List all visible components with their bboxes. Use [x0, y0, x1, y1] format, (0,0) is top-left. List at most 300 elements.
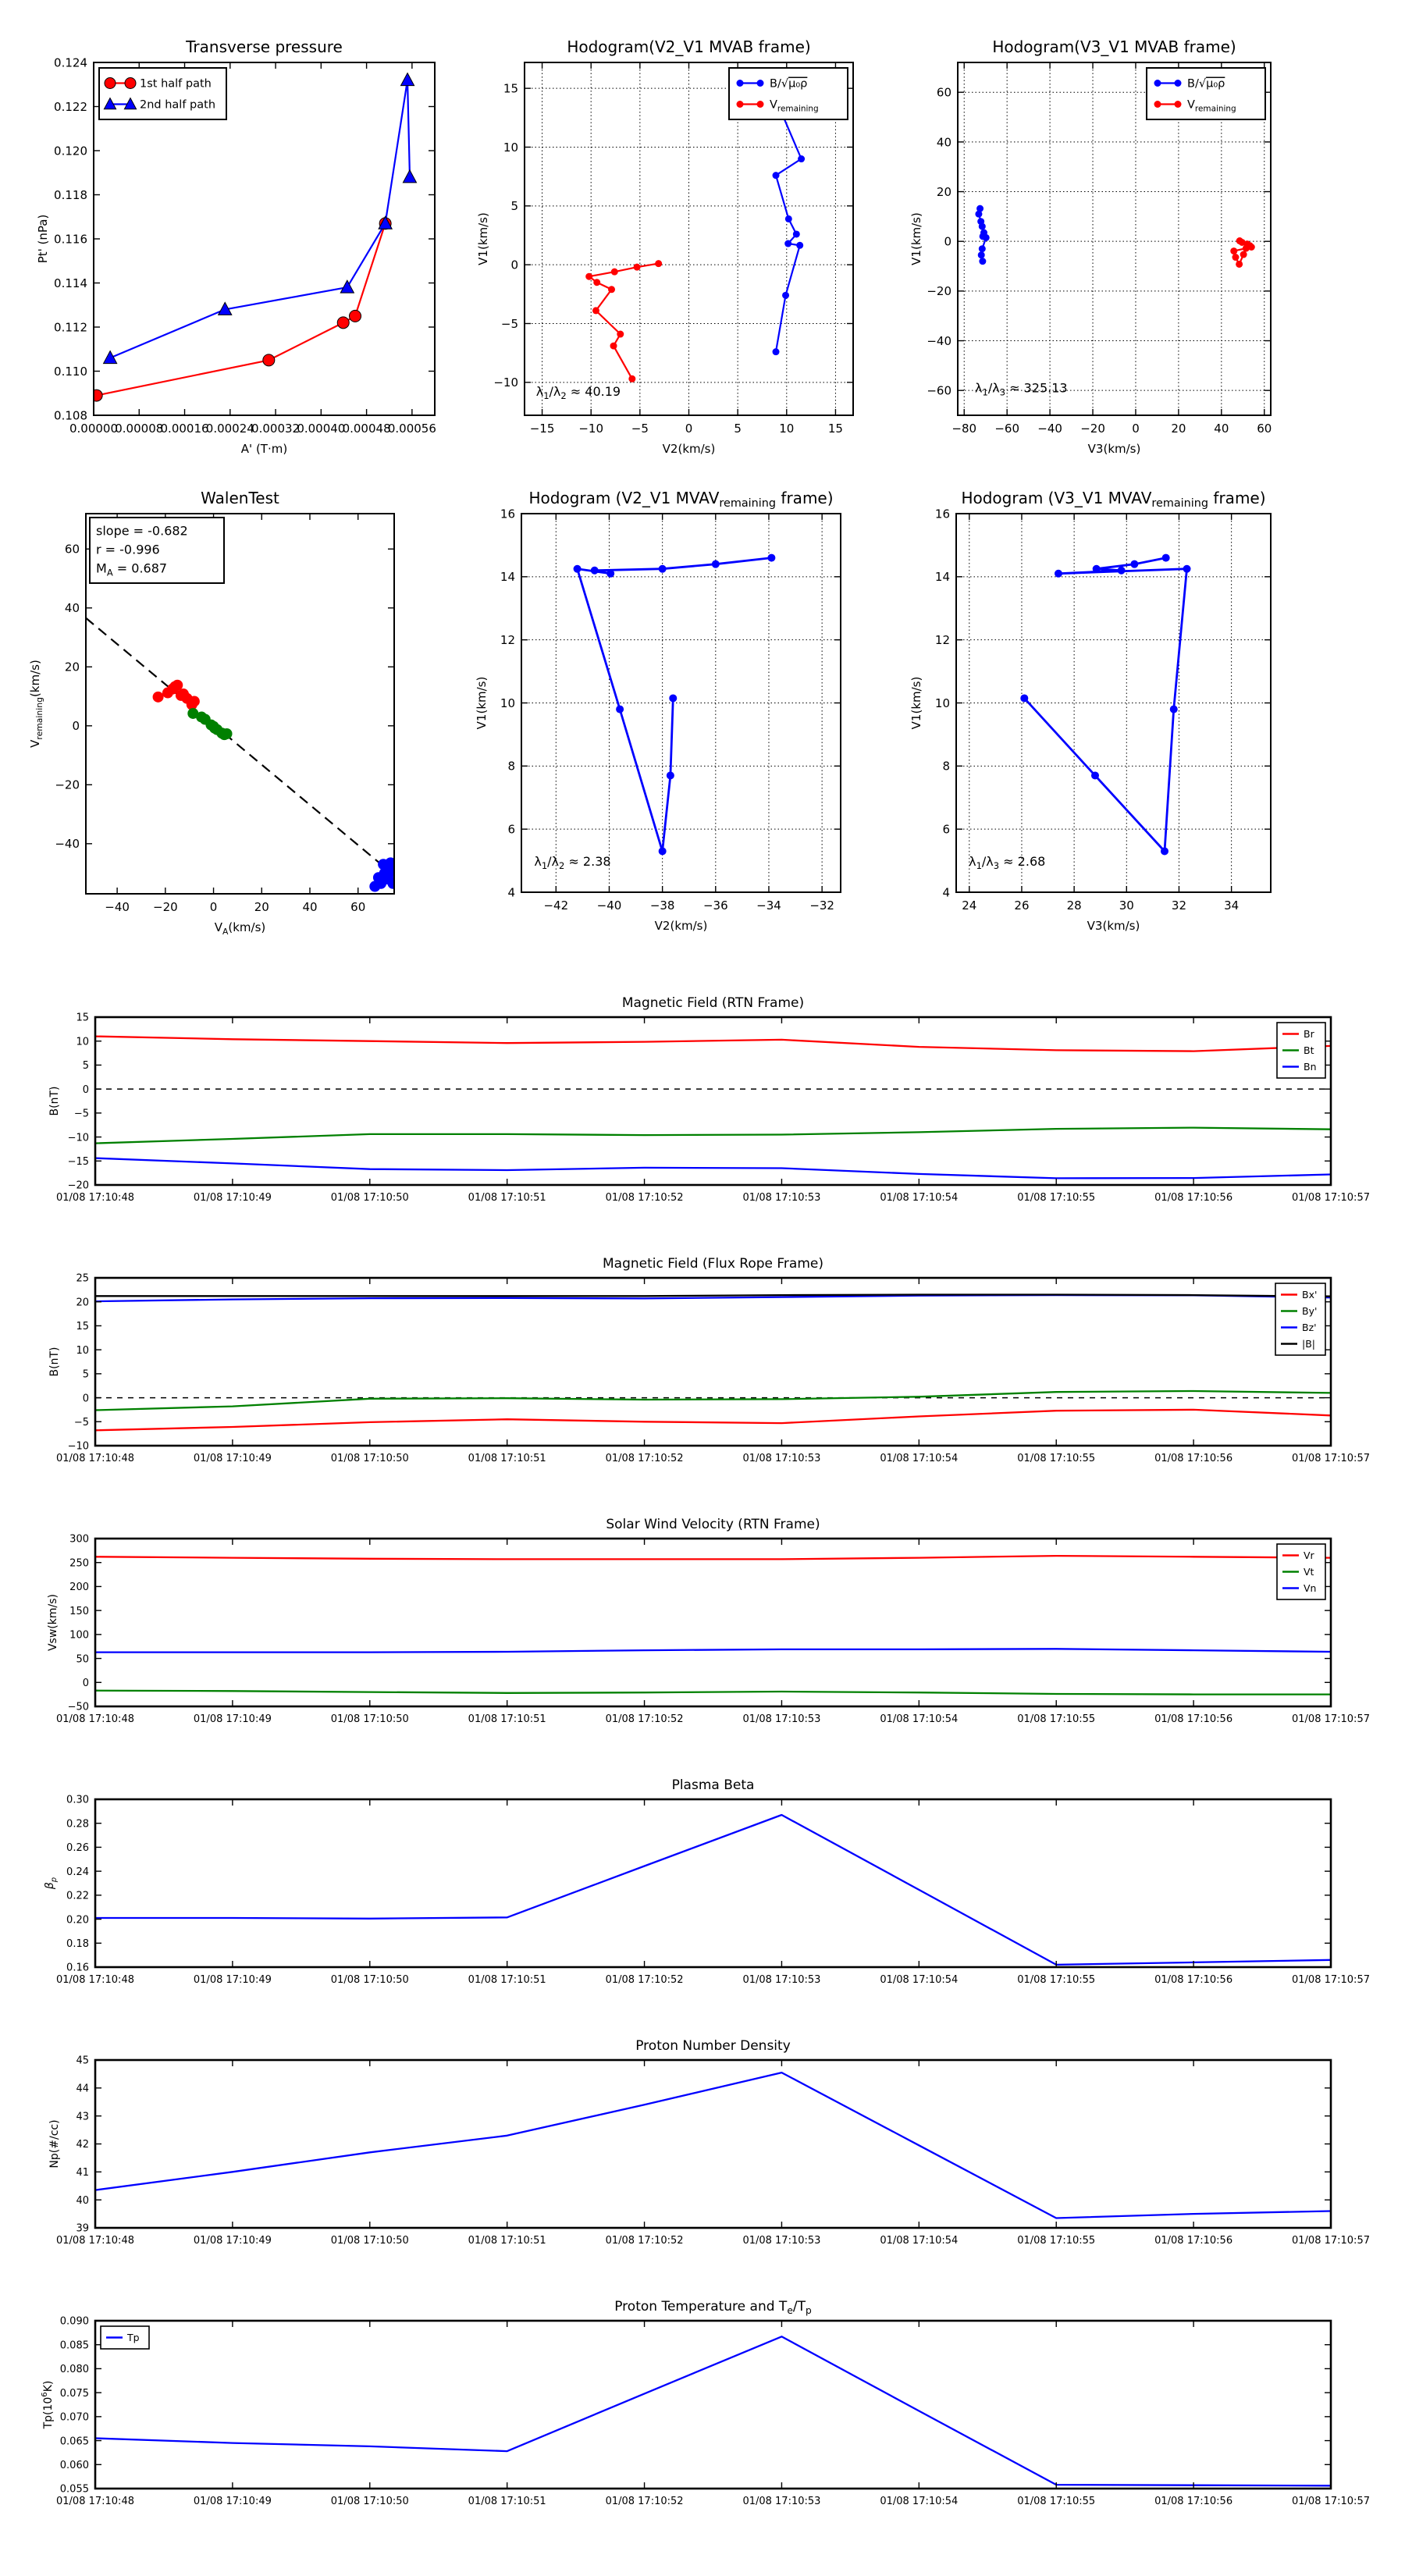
triangle-marker: [104, 351, 117, 364]
x-axis-label: A' (T·m): [240, 442, 288, 456]
circle-marker: [172, 680, 183, 691]
panel-title: Hodogram(V3_V1 MVAB frame): [992, 37, 1236, 56]
series-vn: [95, 1649, 1331, 1652]
series-bx-prime: [95, 1410, 1331, 1430]
y-tick-label: 50: [76, 1653, 89, 1666]
series-by-prime: [95, 1391, 1331, 1411]
panel-hodogram-v2v1-mvav: [475, 489, 841, 933]
circle-marker: [386, 866, 397, 877]
legend: [1275, 1283, 1325, 1355]
x-tick-label: 01/08 17:10:48: [56, 1713, 134, 1725]
x-tick-label: 01/08 17:10:52: [605, 1192, 684, 1204]
dot-marker: [616, 706, 624, 713]
dot-marker: [1154, 101, 1161, 108]
y-tick-label: 25: [76, 1272, 89, 1285]
x-tick-label: 0.00016: [160, 422, 209, 436]
x-tick-label: 01/08 17:10:57: [1292, 1974, 1370, 1986]
y-tick-label: 5: [510, 199, 518, 214]
dot-marker: [1170, 706, 1178, 713]
y-axis-label: $V_{remaining}(km/s)$: [28, 660, 44, 748]
dot-marker: [606, 570, 614, 578]
series-beta-p: [95, 1815, 1331, 1965]
panel-hodogram-v3v1-mvav: [909, 489, 1271, 933]
y-tick-label: 150: [69, 1605, 89, 1617]
y-tick-label: 4: [942, 885, 950, 900]
dot-marker: [655, 260, 662, 267]
dot-marker: [737, 101, 744, 108]
x-tick-label: 01/08 17:10:50: [330, 1713, 409, 1725]
dot-marker: [1236, 261, 1243, 268]
dot-marker: [1162, 554, 1170, 562]
x-tick-label: 01/08 17:10:52: [605, 2235, 684, 2247]
series-layer: [574, 554, 776, 856]
x-tick-label: 01/08 17:10:56: [1154, 1713, 1233, 1725]
x-tick-label: 01/08 17:10:50: [330, 1453, 409, 1464]
dot-marker: [1175, 80, 1182, 87]
dot-marker: [593, 279, 600, 286]
x-tick-label: 01/08 17:10:54: [880, 2235, 959, 2247]
y-tick-label: 0.108: [54, 408, 87, 423]
y-tick-label: 15: [503, 81, 518, 96]
panel-title: Transverse pressure: [186, 37, 343, 56]
x-tick-label: 01/08 17:10:57: [1292, 2235, 1370, 2247]
panel-magnetic-field-flux-rope: [48, 1256, 1370, 1464]
x-tick-label: 01/08 17:10:52: [605, 2496, 684, 2507]
x-tick-label: 40: [1214, 422, 1229, 436]
y-tick-label: 60: [936, 85, 951, 100]
y-tick-label: 16: [500, 507, 515, 521]
dot-marker: [1175, 101, 1182, 108]
dot-marker: [757, 101, 764, 108]
dot-marker: [1183, 565, 1191, 573]
series-tp: [95, 2336, 1331, 2485]
y-tick-label: 40: [936, 135, 951, 150]
series-vr: [95, 1556, 1331, 1559]
x-tick-label: 40: [302, 900, 318, 914]
x-tick-label: 01/08 17:10:56: [1154, 1453, 1233, 1464]
x-tick-label: −40: [596, 898, 622, 913]
series-layer: [95, 2336, 1331, 2485]
circle-marker: [105, 78, 116, 89]
dot-marker: [712, 560, 720, 568]
dot-marker: [1232, 254, 1239, 261]
y-tick-label: 0: [72, 719, 80, 734]
x-tick-label: 01/08 17:10:49: [193, 2496, 272, 2507]
y-axis-label: $Tp(10^6K)$: [41, 2380, 55, 2429]
circle-marker: [189, 696, 200, 706]
y-tick-label: 43: [76, 2111, 89, 2123]
x-tick-label: 01/08 17:10:51: [468, 2235, 546, 2247]
markers-b-alfven: [975, 205, 989, 265]
y-axis-label: V1(km/s): [909, 212, 923, 265]
triangle-marker: [403, 170, 416, 183]
legend-label-vn: Vn: [1304, 1582, 1317, 1594]
y-tick-label: 8: [942, 759, 950, 774]
panel-transverse-pressure: [36, 37, 436, 456]
panel-title: Plasma Beta: [671, 1777, 755, 1793]
y-tick-label: 200: [69, 1582, 89, 1594]
x-tick-label: 01/08 17:10:55: [1017, 1974, 1096, 1986]
panel-plasma-beta: [44, 1777, 1370, 1986]
panel-title: Magnetic Field (RTN Frame): [621, 995, 805, 1011]
dot-marker: [757, 80, 764, 87]
y-tick-label: 0.26: [66, 1842, 89, 1855]
panel-title: Solar Wind Velocity (RTN Frame): [606, 1517, 820, 1532]
y-tick-label: −10: [67, 1132, 89, 1144]
dot-marker: [785, 215, 792, 222]
y-tick-label: −15: [67, 1155, 89, 1168]
x-tick-label: 01/08 17:10:56: [1154, 1192, 1233, 1204]
x-tick-label: 01/08 17:10:53: [742, 2235, 821, 2247]
series-br: [95, 1037, 1331, 1051]
y-tick-label: 0: [510, 258, 518, 272]
dot-marker: [1240, 251, 1247, 258]
legend-label-bx-prime: Bx': [1302, 1289, 1318, 1300]
series-bn: [95, 1158, 1331, 1179]
dot-marker: [773, 348, 780, 355]
y-axis-label: Pt' (nPa): [36, 214, 50, 264]
y-tick-label: 12: [500, 633, 515, 648]
legend-label-tp: Tp: [127, 2332, 140, 2343]
lambda-annotation: $\lambda_1/\lambda_3 \approx 2.68$: [969, 854, 1046, 872]
circle-marker: [153, 692, 164, 703]
y-tick-label: 5: [82, 1368, 89, 1381]
y-tick-label: −40: [927, 333, 951, 348]
dot-marker: [1161, 847, 1168, 855]
dot-marker: [667, 771, 674, 779]
y-tick-label: 0.112: [54, 320, 87, 335]
y-tick-label: −50: [67, 1701, 89, 1713]
x-tick-label: 0: [685, 422, 693, 436]
x-tick-label: 01/08 17:10:57: [1292, 1192, 1370, 1204]
y-tick-label: 4: [507, 885, 515, 900]
x-tick-label: 01/08 17:10:51: [468, 2496, 546, 2507]
legend: [101, 2326, 149, 2349]
dot-marker: [1154, 80, 1161, 87]
y-tick-label: 10: [934, 696, 950, 710]
x-tick-label: 60: [350, 900, 366, 914]
plot-frame: [95, 2321, 1331, 2489]
dot-marker: [611, 269, 618, 276]
legend: [1277, 1544, 1325, 1599]
x-tick-label: 01/08 17:10:49: [193, 2235, 272, 2247]
series-layer: [86, 618, 398, 892]
y-tick-label: 0: [82, 1083, 89, 1096]
y-axis-label: V1(km/s): [476, 212, 490, 265]
y-tick-label: 0.080: [59, 2364, 89, 2376]
y-tick-label: 6: [942, 822, 950, 837]
dot-marker: [979, 258, 986, 265]
y-tick-label: 41: [76, 2167, 89, 2179]
markers-v-mvav: [1020, 554, 1190, 856]
x-tick-label: 5: [734, 422, 742, 436]
y-tick-label: 20: [76, 1297, 89, 1309]
panel-solar-wind-velocity-rtn: [47, 1517, 1370, 1725]
y-tick-label: 15: [76, 1012, 89, 1024]
x-tick-label: 01/08 17:10:49: [193, 1713, 272, 1725]
panel-proton-temperature: [41, 2299, 1370, 2507]
x-tick-label: 0.00008: [115, 422, 164, 436]
x-tick-label: 15: [827, 422, 843, 436]
series-layer: [1020, 554, 1190, 856]
dot-marker: [767, 554, 775, 562]
y-tick-label: 14: [500, 570, 515, 585]
legend-label-v-remaining: $V_{remaining}$: [770, 98, 819, 114]
y-tick-label: 10: [500, 696, 515, 710]
legend-label-b-alfven: B/√μ₀ρ: [1187, 77, 1225, 91]
y-tick-label: 0.110: [54, 364, 87, 379]
stats-line: r = -0.996: [96, 542, 160, 557]
legend-label-b-alfven: B/√μ₀ρ: [770, 77, 808, 91]
x-tick-label: 01/08 17:10:49: [193, 1192, 272, 1204]
x-tick-label: 0.00048: [342, 422, 391, 436]
y-tick-label: 16: [934, 507, 950, 521]
dot-marker: [1020, 694, 1028, 702]
x-tick-label: −20: [1080, 422, 1105, 436]
legend-label-bz-prime: Bz': [1302, 1322, 1317, 1333]
dot-marker: [659, 847, 667, 855]
x-tick-label: 01/08 17:10:55: [1017, 1713, 1096, 1725]
y-tick-label: −10: [67, 1440, 89, 1453]
y-tick-label: 15: [76, 1321, 89, 1333]
dot-marker: [979, 223, 986, 230]
panel-title: Hodogram (V2_V1 $MVAV_{remaining}$ frame): [528, 489, 834, 510]
x-tick-label: 0.00000: [69, 422, 119, 436]
dot-marker: [634, 264, 641, 271]
y-tick-label: −20: [927, 284, 951, 299]
x-tick-label: 01/08 17:10:48: [56, 2235, 134, 2247]
y-tick-label: 0.065: [59, 2435, 89, 2448]
x-tick-label: 01/08 17:10:57: [1292, 1713, 1370, 1725]
y-tick-label: 0.055: [59, 2483, 89, 2496]
x-tick-label: −32: [809, 898, 834, 913]
panel-title: WalenTest: [201, 489, 279, 507]
dot-marker: [983, 234, 990, 241]
dot-marker: [659, 565, 667, 573]
panel-title: Hodogram(V2_V1 MVAB frame): [567, 37, 811, 56]
dot-marker: [796, 242, 803, 249]
legend-label-vt: Vt: [1304, 1566, 1314, 1578]
x-tick-label: 01/08 17:10:50: [330, 2235, 409, 2247]
dot-marker: [798, 155, 805, 162]
y-tick-label: 0.28: [66, 1818, 89, 1831]
x-tick-label: 0.00056: [387, 422, 436, 436]
y-tick-label: 0.090: [59, 2315, 89, 2328]
dot-marker: [773, 172, 780, 179]
legend-box: [99, 68, 226, 119]
y-tick-label: 6: [507, 822, 515, 837]
x-tick-label: 30: [1119, 898, 1134, 913]
y-tick-label: 20: [936, 184, 951, 199]
x-tick-label: 28: [1066, 898, 1082, 913]
plot-frame: [95, 1539, 1331, 1706]
y-tick-label: 250: [69, 1557, 89, 1570]
dot-marker: [1093, 565, 1101, 573]
dot-marker: [1230, 247, 1237, 254]
x-tick-label: 01/08 17:10:57: [1292, 2496, 1370, 2507]
legend: [1277, 1023, 1325, 1078]
circle-marker: [91, 390, 102, 401]
dot-marker: [782, 292, 789, 299]
x-tick-label: 01/08 17:10:49: [193, 1453, 272, 1464]
y-tick-label: 0: [82, 1677, 89, 1689]
triangle-marker: [340, 280, 354, 293]
y-tick-label: 20: [64, 660, 80, 674]
dot-marker: [574, 565, 582, 573]
x-tick-label: 01/08 17:10:52: [605, 1974, 684, 1986]
panel-title: Magnetic Field (Flux Rope Frame): [603, 1256, 823, 1272]
x-tick-label: 01/08 17:10:57: [1292, 1453, 1370, 1464]
y-tick-label: −5: [73, 1108, 89, 1120]
series-layer: [95, 2073, 1331, 2218]
panel-hodogram-v3v1-mvab: [909, 37, 1272, 456]
x-tick-label: 20: [1171, 422, 1186, 436]
legend-label-bt: Bt: [1304, 1044, 1314, 1056]
x-tick-label: 0.00032: [251, 422, 301, 436]
x-tick-label: −36: [702, 898, 728, 913]
x-tick-label: −15: [529, 422, 555, 436]
x-tick-label: 01/08 17:10:55: [1017, 2496, 1096, 2507]
y-tick-label: −20: [55, 777, 80, 792]
x-tick-label: 01/08 17:10:51: [468, 1974, 546, 1986]
x-tick-label: 01/08 17:10:50: [330, 2496, 409, 2507]
dot-marker: [592, 307, 599, 314]
x-tick-label: −40: [1037, 422, 1062, 436]
x-tick-label: 24: [962, 898, 977, 913]
dot-marker: [669, 694, 677, 702]
y-axis-label: B(nT): [48, 1086, 61, 1116]
panel-walen-test: [28, 489, 398, 937]
series-bt: [95, 1128, 1331, 1144]
y-tick-label: 100: [69, 1629, 89, 1642]
panel-title: Proton Number Density: [635, 2038, 791, 2054]
plot-frame: [95, 1017, 1331, 1185]
dot-marker: [793, 230, 800, 237]
panel-title: Proton Temperature and $T_e/T_p$: [614, 2299, 812, 2316]
y-tick-label: 12: [934, 633, 950, 648]
series-v-mvav: [578, 558, 772, 852]
circle-marker: [125, 78, 136, 89]
y-tick-label: 0.116: [54, 232, 87, 247]
dot-marker: [737, 80, 744, 87]
y-tick-label: −20: [67, 1179, 89, 1192]
y-tick-label: 40: [64, 601, 80, 616]
x-tick-label: 01/08 17:10:48: [56, 2496, 134, 2507]
markers-walen-green: [187, 708, 232, 740]
legend-label-second-half-path: 2nd half path: [140, 98, 216, 112]
circle-marker: [387, 878, 398, 889]
x-axis-label: $V_A(km/s)$: [214, 920, 266, 937]
legend-label-br: Br: [1304, 1028, 1314, 1040]
markers-walen-red: [153, 680, 200, 710]
y-tick-label: 0.122: [54, 99, 87, 114]
y-tick-label: 300: [69, 1533, 89, 1546]
series-layer: [95, 1556, 1331, 1695]
x-tick-label: 0: [209, 900, 218, 914]
x-tick-label: 01/08 17:10:53: [742, 2496, 821, 2507]
dot-marker: [975, 211, 982, 218]
y-axis-label: $\beta_p$: [44, 1877, 59, 1890]
dot-marker: [979, 245, 986, 252]
panel-proton-number-density: [48, 2038, 1370, 2247]
y-tick-label: 39: [76, 2222, 89, 2235]
x-tick-label: 20: [254, 900, 269, 914]
y-axis-label: Np(#/cc): [48, 2119, 61, 2169]
x-axis-label: V2(km/s): [654, 919, 708, 933]
x-tick-label: 01/08 17:10:55: [1017, 2235, 1096, 2247]
y-tick-label: 0: [82, 1393, 89, 1405]
x-tick-label: −42: [543, 898, 569, 913]
y-tick-label: −60: [927, 383, 951, 398]
x-tick-label: 01/08 17:10:48: [56, 1974, 134, 1986]
lambda-annotation: $\lambda_1/\lambda_2 \approx 2.38$: [534, 854, 611, 872]
x-tick-label: 0: [1132, 422, 1140, 436]
y-tick-label: −10: [493, 375, 518, 390]
x-tick-label: 10: [779, 422, 795, 436]
lambda-annotation: $\lambda_1/\lambda_3 \approx 325.13$: [975, 380, 1068, 398]
dot-marker: [591, 567, 599, 575]
y-tick-label: 0.24: [66, 1866, 89, 1878]
stats-line: slope = -0.682: [96, 523, 188, 539]
y-tick-label: 8: [507, 759, 515, 774]
y-tick-label: 0.118: [54, 187, 87, 202]
circle-marker: [337, 317, 349, 329]
series-layer: [975, 205, 1254, 268]
legend-label-bn: Bn: [1304, 1061, 1317, 1073]
series-np: [95, 2073, 1331, 2218]
legend: [99, 68, 226, 119]
y-tick-label: 0.075: [59, 2387, 89, 2400]
x-axis-label: V2(km/s): [662, 442, 716, 456]
lambda-annotation: $\lambda_1/\lambda_2 \approx 40.19$: [535, 384, 621, 402]
y-tick-label: 10: [76, 1344, 89, 1357]
walen-fit-line: [86, 618, 394, 876]
y-tick-label: 0.22: [66, 1890, 89, 1902]
y-axis-label: V1(km/s): [475, 676, 489, 730]
y-tick-label: 0.16: [66, 1962, 89, 1974]
y-tick-label: 40: [76, 2194, 89, 2207]
y-tick-label: 0.070: [59, 2411, 89, 2424]
legend: [729, 68, 848, 119]
x-tick-label: 01/08 17:10:49: [193, 1974, 272, 1986]
y-tick-label: 0.20: [66, 1914, 89, 1927]
x-tick-label: 01/08 17:10:54: [880, 1974, 959, 1986]
legend: [1147, 68, 1265, 119]
x-tick-label: 01/08 17:10:48: [56, 1192, 134, 1204]
y-tick-label: 14: [934, 570, 950, 585]
x-tick-label: 01/08 17:10:51: [468, 1453, 546, 1464]
series-layer: [95, 1037, 1331, 1179]
series-second-half-path: [110, 77, 410, 358]
legend-label-v-remaining: $V_{remaining}$: [1187, 98, 1236, 114]
x-tick-label: −40: [105, 900, 130, 914]
x-tick-label: 32: [1171, 898, 1187, 913]
y-tick-label: 5: [82, 1060, 89, 1073]
plot-frame: [95, 2060, 1331, 2228]
series-first-half-path: [97, 223, 386, 395]
dot-marker: [1055, 570, 1062, 578]
circle-marker: [222, 728, 233, 739]
y-tick-label: 0.124: [54, 55, 87, 70]
y-tick-label: 45: [76, 2055, 89, 2067]
dot-marker: [585, 273, 592, 280]
y-tick-label: 44: [76, 2083, 89, 2095]
dot-marker: [617, 331, 624, 338]
y-tick-label: 10: [503, 140, 518, 155]
dot-marker: [784, 240, 791, 247]
series-layer: [91, 73, 416, 401]
circle-marker: [350, 310, 361, 322]
